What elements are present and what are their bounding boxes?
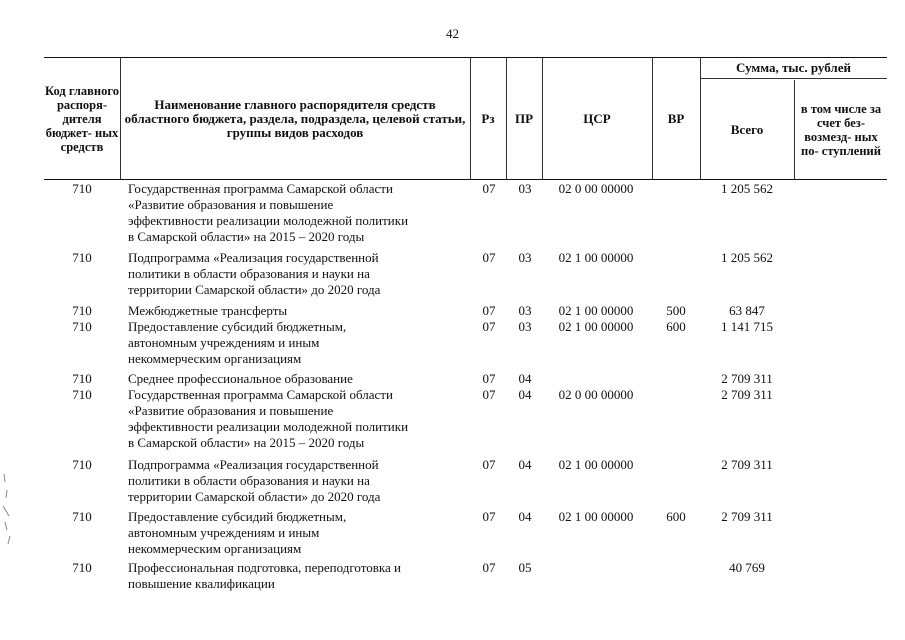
header-pr: ПР [514,110,534,126]
row-vr: 600 [666,319,686,334]
row-name-line: политики в области образования и науки на [128,473,370,488]
row-pr: 04 [518,387,532,402]
row-csr: 02 1 00 00000 [558,509,634,524]
row-name-line: Среднее профессиональное образование [128,371,353,386]
row-code: 710 [72,181,92,196]
row-name-line: Государственная программа Самарской области [128,181,393,196]
row-pr: 05 [518,560,532,575]
row-name-line: Подпрограмма «Реализация государственной [128,457,379,472]
row-name-line: в Самарской области» на 2015 – 2020 годы [128,435,365,450]
row-name-line: «Развитие образования и повышение [128,197,334,212]
row-name [128,457,478,505]
row-name-line: некоммерческим организациям [128,541,302,556]
row-name [128,303,478,319]
row-name-line: автономным учреждениям и иным [128,335,320,350]
column-divider [794,80,795,179]
row-total: 2 709 311 [721,457,773,472]
row-pr: 03 [518,181,532,196]
row-name-line: эффективности реализации молодежной политики [128,419,409,434]
header-sum: Сумма, тыс. рублей [736,60,851,75]
row-name [128,509,478,557]
row-name [128,319,478,367]
header-csr: ЦСР [583,110,611,126]
header-code: Код главного распоря- дителя бюджет- ных средств [45,83,119,154]
row-code: 710 [72,319,92,334]
row-csr: 02 1 00 00000 [558,250,634,265]
header-rz: Рз [481,110,495,126]
header-incl: в том числе за счет без- возмезд- ных по- ступлений [800,101,882,158]
row-rz: 07 [482,319,496,334]
row-total: 40 769 [729,560,765,575]
row-name-line: эффективности реализации молодежной политики [128,213,409,228]
row-pr: 03 [518,319,532,334]
row-name-line: политики в области образования и науки на [128,266,370,281]
row-total: 63 847 [729,303,765,318]
row-code: 710 [72,250,92,265]
row-name-line: территории Самарской области» до 2020 года [128,282,381,297]
row-name-line: Профессиональная подготовка, переподготовка и [128,560,401,575]
row-code: 710 [72,371,92,386]
row-code: 710 [72,509,92,524]
row-rz: 07 [482,457,496,472]
row-rz: 07 [482,181,496,196]
row-name-line: Межбюджетные трансферты [128,303,288,318]
row-name [128,250,478,298]
row-name-line: Государственная программа Самарской области [128,387,393,402]
row-name [128,181,478,245]
row-name [128,387,478,451]
column-divider [120,58,121,179]
row-rz: 07 [482,371,496,386]
row-name [128,371,478,387]
row-csr: 02 1 00 00000 [558,319,634,334]
row-code: 710 [72,303,92,318]
row-total: 1 141 715 [721,319,773,334]
row-pr: 03 [518,250,532,265]
row-code: 710 [72,387,92,402]
row-code: 710 [72,457,92,472]
row-name-line: в Самарской области» на 2015 – 2020 годы [128,229,365,244]
row-csr: 02 0 00 00000 [558,387,634,402]
row-csr: 02 1 00 00000 [558,303,634,318]
row-name-line: некоммерческим организациям [128,351,302,366]
row-name-line: Подпрограмма «Реализация государственной [128,250,379,265]
row-code: 710 [72,560,92,575]
row-name-line: территории Самарской области» до 2020 года [128,489,381,504]
page-number: 42 [446,26,459,41]
row-rz: 07 [482,303,496,318]
row-pr: 03 [518,303,532,318]
row-total: 1 205 562 [721,250,773,265]
row-name-line: Предоставление субсидий бюджетным, [128,509,347,524]
row-pr: 04 [518,457,532,472]
row-csr: 02 0 00 00000 [558,181,634,196]
row-total: 2 709 311 [721,387,773,402]
header-total: Всего [730,121,764,137]
row-name-line: «Развитие образования и повышение [128,403,334,418]
table-header [44,57,887,180]
row-rz: 07 [482,560,496,575]
row-total: 2 709 311 [721,509,773,524]
row-total: 1 205 562 [721,181,773,196]
row-name [128,560,478,592]
sum-header-divider [700,78,887,79]
row-rz: 07 [482,509,496,524]
row-name-line: Предоставление субсидий бюджетным, [128,319,347,334]
row-name-line: повышение квалификации [128,576,275,591]
row-vr: 600 [666,509,686,524]
header-vr: ВР [667,110,685,126]
header-name: Наименование главного распорядителя средств областного бюджета, раздела, подраздела, целевой статьи, группы видов расходов [124,96,466,140]
row-name-line: автономным учреждениям и иным [128,525,320,540]
row-rz: 07 [482,250,496,265]
scan-artifact [0,470,18,560]
row-pr: 04 [518,371,532,386]
row-vr: 500 [666,303,686,318]
row-total: 2 709 311 [721,371,773,386]
row-rz: 07 [482,387,496,402]
row-csr: 02 1 00 00000 [558,457,634,472]
row-pr: 04 [518,509,532,524]
